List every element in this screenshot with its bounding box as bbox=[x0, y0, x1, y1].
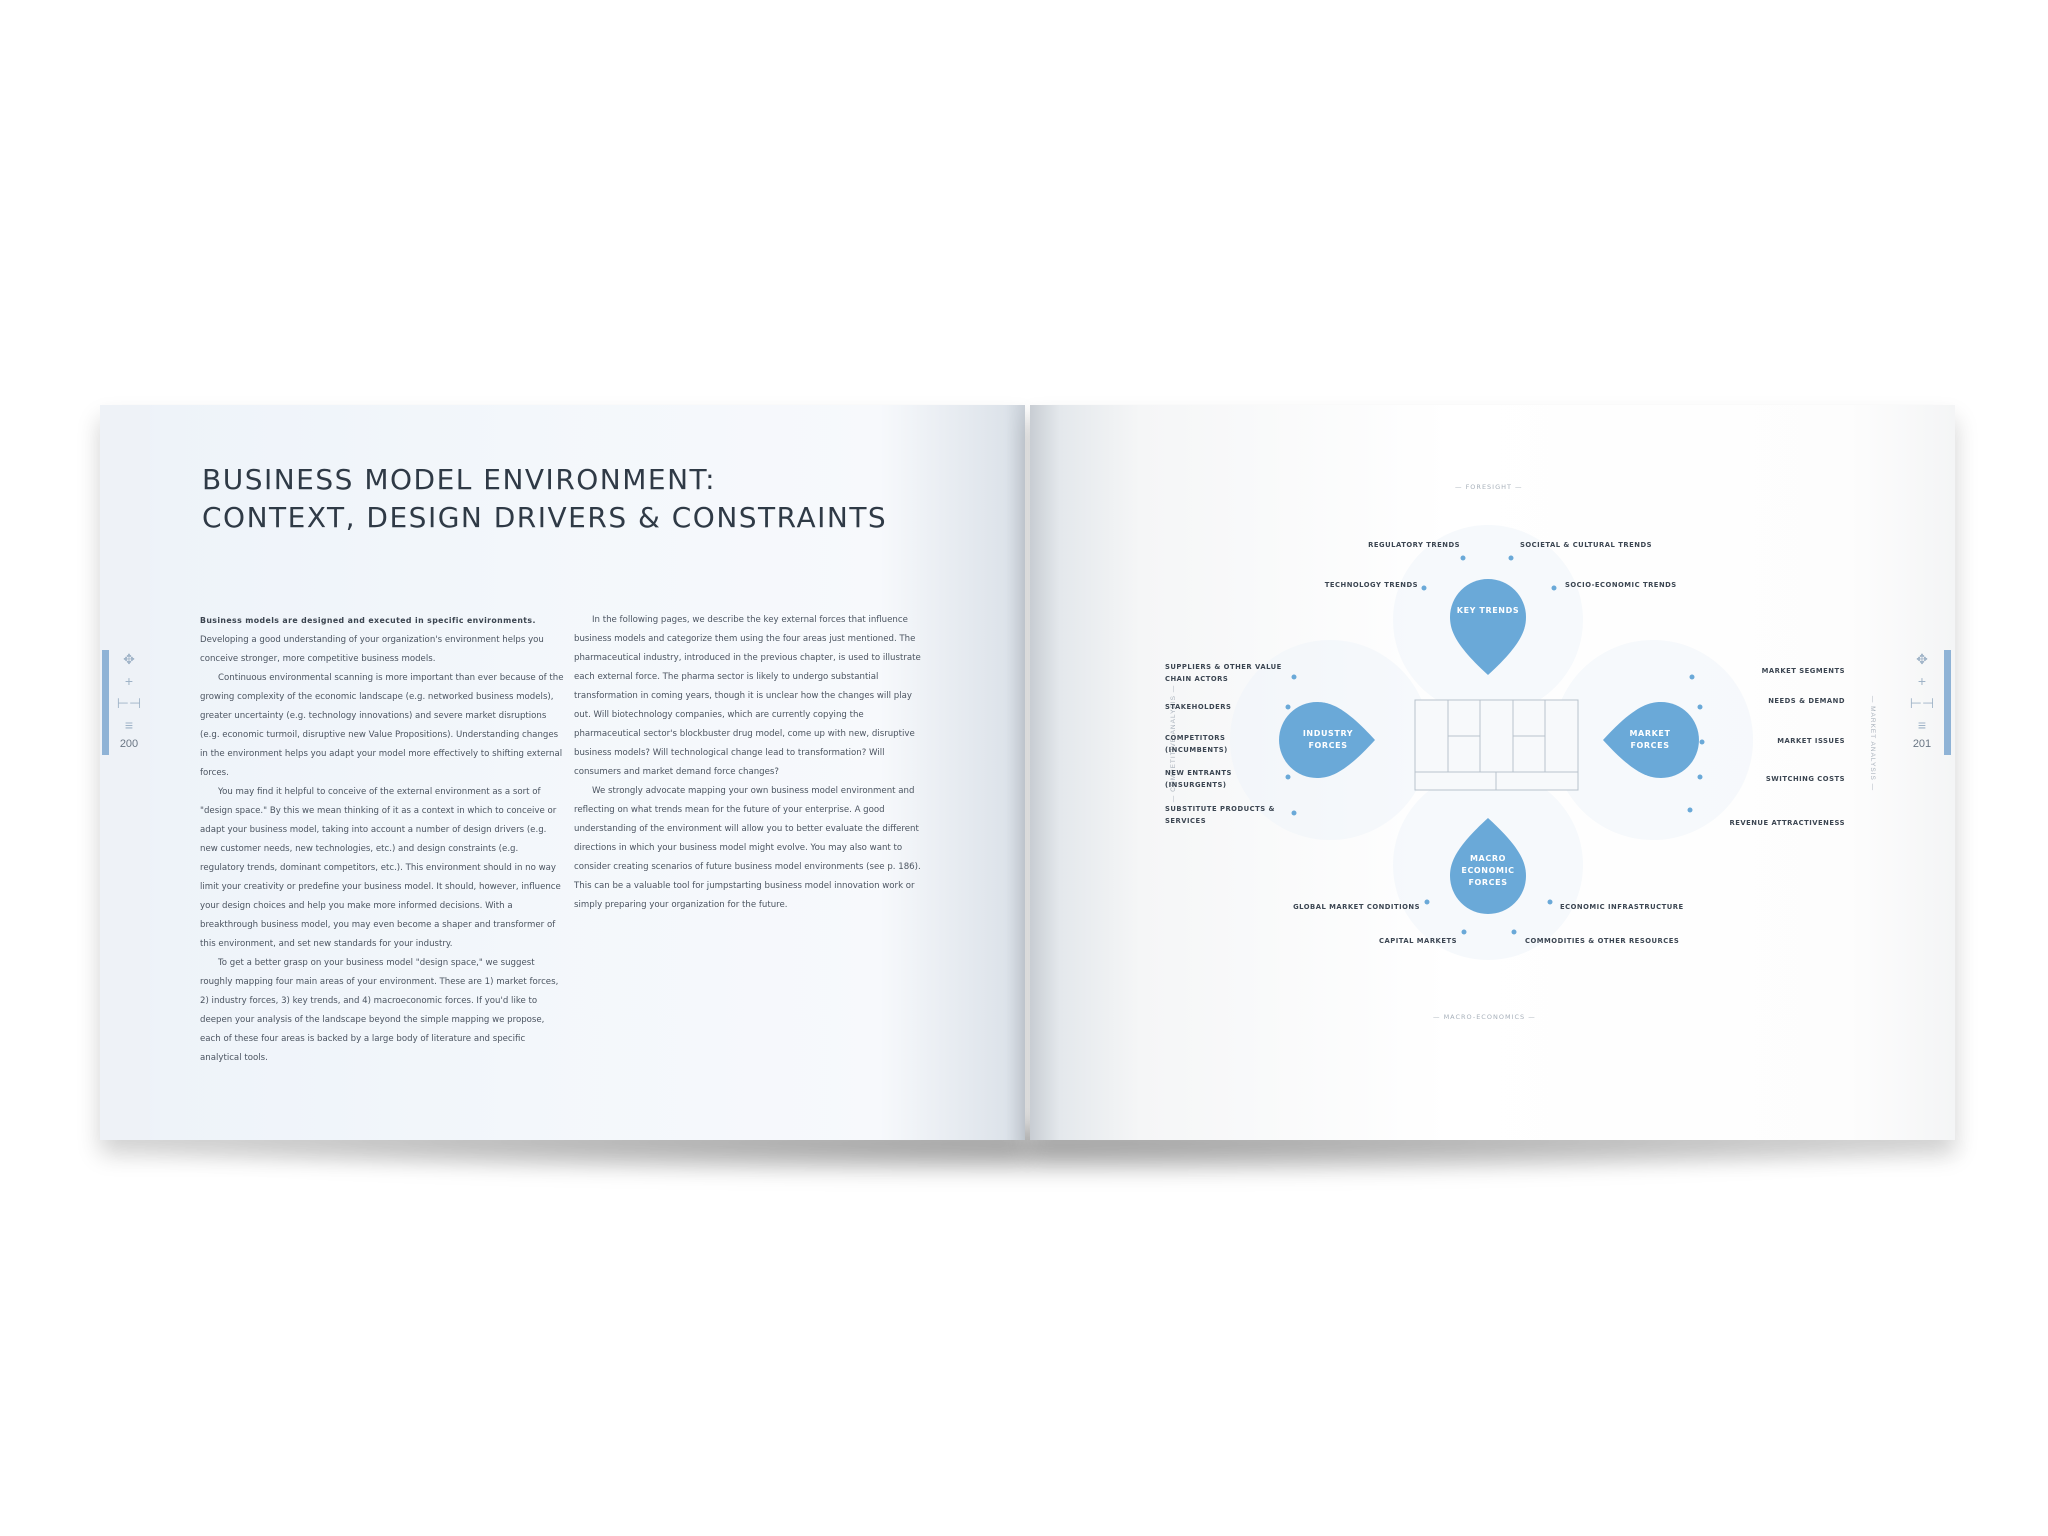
page-title bbox=[202, 461, 887, 537]
paragraph-1 bbox=[200, 611, 565, 669]
label-market-segments: MARKET SEGMENTS bbox=[1761, 667, 1845, 675]
label-economic-infrastructure: ECONOMIC INFRASTRUCTURE bbox=[1560, 903, 1684, 911]
interval-icon: ⊢⊣ bbox=[1909, 695, 1935, 711]
paragraph-6: We strongly advocate mapping your own business model environment and reflecting on what trends mean for the future of your enterprise. A good understanding of the environment will allow you to better evaluate the different directions in which your business model might evolve. You may also want to consider creating scenarios of future business model environments (see p. 186). This can be a valuable tool for jumpstarting business model innovation work or simply preparing your organization for the future. bbox=[574, 786, 921, 910]
plus-icon: + bbox=[1917, 673, 1927, 689]
label-substitutes: SUBSTITUTE PRODUCTS & SERVICES bbox=[1165, 805, 1275, 825]
label-capital-markets: CAPITAL MARKETS bbox=[1378, 937, 1457, 945]
left-side-tab bbox=[102, 650, 109, 755]
layers-icon: ≡ bbox=[124, 717, 134, 733]
left-page-margin-band bbox=[100, 405, 150, 1140]
label-societal-cultural-trends: SOCIETAL & CULTURAL TRENDS bbox=[1520, 541, 1652, 549]
label-socio-economic-trends: SOCIO-ECONOMIC TRENDS bbox=[1565, 581, 1677, 589]
label-competitors: COMPETITORS (INCUMBENTS) bbox=[1165, 734, 1228, 754]
label-needs-demand: NEEDS & DEMAND bbox=[1768, 697, 1845, 705]
environment-diagram bbox=[1030, 405, 1955, 1140]
label-macro-economics: — MACRO-ECONOMICS — bbox=[1433, 1013, 1536, 1021]
drop-label-industry-forces: INDUSTRY FORCES bbox=[1302, 729, 1354, 750]
label-commodities: COMMODITIES & OTHER RESOURCES bbox=[1525, 937, 1680, 945]
interval-icon: ⊢⊣ bbox=[116, 695, 142, 711]
title-line-2: CONTEXT, DESIGN DRIVERS & CONSTRAINTS bbox=[202, 501, 888, 534]
paragraph-4: To get a better grasp on your business model "design space," we suggest roughly mapping four main areas of your environment. These are 1) market forces, 2) industry forces, 3) key trends, and 4) macroeconomic forces. If you'd like to deepen your analysis of the landscape beyond the simple mapping we propose, each of these four areas is backed by a large body of literature and specific analytical tools. bbox=[200, 958, 559, 1063]
title-line-1: BUSINESS MODEL ENVIRONMENT: bbox=[202, 463, 717, 496]
drop-label-macro-forces: MACRO ECONOMIC FORCES bbox=[1461, 854, 1515, 887]
label-foresight: — FORESIGHT — bbox=[1455, 483, 1523, 491]
left-tab-icons bbox=[114, 648, 144, 752]
drop-label-market-forces: MARKET FORCES bbox=[1629, 729, 1671, 750]
label-global-market-conditions: GLOBAL MARKET CONDITIONS bbox=[1293, 903, 1420, 911]
label-technology-trends: TECHNOLOGY TRENDS bbox=[1324, 581, 1418, 589]
move-arrows-icon: ✥ bbox=[123, 651, 135, 667]
lead-rest: Developing a good understanding of your organization's environment helps you conceive stronger, more competitive business models. bbox=[200, 635, 544, 664]
text-column-2 bbox=[574, 611, 929, 915]
label-suppliers: SUPPLIERS & OTHER VALUE CHAIN ACTORS bbox=[1165, 663, 1282, 683]
business-model-canvas-thumbnail bbox=[1415, 700, 1578, 790]
label-market-issues: MARKET ISSUES bbox=[1777, 737, 1845, 745]
paragraph-2: Continuous environmental scanning is more important than ever because of the growing complexity of the economic landscape (e.g. networked business models), greater uncertainty (e.g. technology innovations) and severe market disruptions (e.g. economic turmoil, disruptive new Value Propositions). Understanding changes in the environment helps you adapt your model more effectively to shifting external forces. bbox=[200, 673, 564, 778]
left-page bbox=[100, 405, 1025, 1140]
label-competitive-analysis: — COMPETITIVE ANALYSIS — bbox=[1170, 684, 1178, 803]
label-market-analysis: — MARKET ANALYSIS — bbox=[1869, 695, 1877, 792]
page-number-left: 200 bbox=[119, 738, 139, 750]
label-revenue-attractiveness: REVENUE ATTRACTIVENESS bbox=[1729, 819, 1845, 827]
label-stakeholders: STAKEHOLDERS bbox=[1165, 703, 1232, 711]
label-switching-costs: SWITCHING COSTS bbox=[1765, 775, 1845, 783]
paragraph-5: In the following pages, we describe the key external forces that influence business models and categorize them using the four areas just mentioned. The pharmaceutical industry, introduced in the previous chapter, is used to illustrate each external force. The pharma sector is likely to undergo substantial transformation in coming years, though it is unclear how the changes will play out. Will biotechnology companies, which are currently copying the pharmaceutical sector's blockbuster drug model, come up with new, disruptive business models? Will technological change lead to transformation? Will consumers and market demand force changes? bbox=[574, 615, 921, 777]
drop-label-key-trends: KEY TRENDS bbox=[1456, 606, 1520, 615]
paragraph-3: You may find it helpful to conceive of the external environment as a sort of "design space." By this we mean thinking of it as a context in which to conceive or adapt your business model, taking into account a number of design drivers (e.g. new customer needs, new technologies, etc.) and design constraints (e.g. regulatory trends, dominant competitors, etc.). This environment should in no way limit your creativity or predefine your business model. It should, however, influence your design choices and help you make more informed decisions. With a breakthrough business model, you may even become a shaper and transformer of this environment, and set new standards for your industry. bbox=[200, 787, 561, 949]
plus-icon: + bbox=[124, 673, 134, 689]
text-column-1 bbox=[200, 611, 565, 1068]
label-new-entrants: NEW ENTRANTS (INSURGENTS) bbox=[1165, 769, 1232, 789]
move-arrows-icon: ✥ bbox=[1916, 651, 1928, 667]
lead-smallcaps: Business models are designed and executed in specific environments. bbox=[200, 616, 536, 625]
layers-icon: ≡ bbox=[1917, 717, 1927, 733]
label-regulatory-trends: REGULATORY TRENDS bbox=[1368, 541, 1460, 549]
page-number-right: 201 bbox=[1912, 738, 1932, 750]
